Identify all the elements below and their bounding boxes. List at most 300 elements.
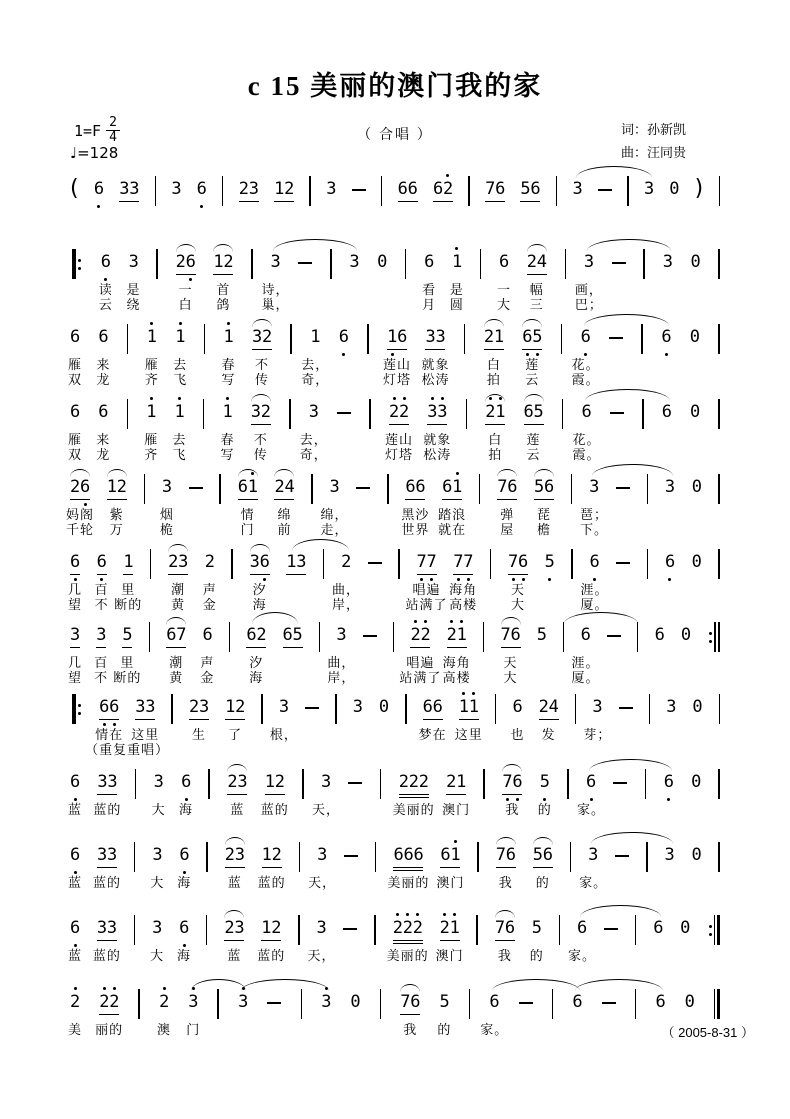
note-group	[257, 845, 286, 890]
note-group	[224, 918, 245, 963]
lyric: 澳门	[435, 948, 464, 963]
note-digit: 6	[166, 625, 177, 645]
note-digit: 1	[264, 772, 275, 792]
note-digit: 6	[572, 992, 583, 1012]
barline	[319, 622, 321, 652]
lyric: 曲，	[327, 655, 356, 670]
slur-arc	[584, 314, 669, 326]
note-group	[65, 477, 95, 537]
lyric: 春	[220, 432, 235, 447]
note-group	[238, 993, 248, 1014]
barline	[302, 769, 304, 799]
note-digit: 6	[70, 773, 80, 792]
note-group	[93, 772, 122, 817]
note-group	[400, 992, 421, 1037]
note-digit: 4	[284, 477, 295, 497]
note-digit: 6	[661, 402, 672, 422]
barline	[203, 399, 205, 429]
note-digit: 2	[538, 697, 549, 717]
lyric: 大	[503, 670, 518, 685]
note-digit: 6	[661, 328, 671, 347]
duration-dash	[602, 1002, 616, 1004]
lyric: 芽；	[583, 727, 612, 742]
lyric: 了	[228, 727, 243, 742]
barline	[150, 549, 152, 579]
note-digit: 2	[408, 772, 419, 792]
note-digit: 5	[292, 625, 303, 645]
duration-dash	[267, 1002, 281, 1004]
note-group	[349, 253, 359, 274]
note-group	[421, 327, 450, 387]
note-group	[308, 845, 337, 890]
score-line	[67, 772, 720, 835]
note-group	[168, 552, 189, 612]
note-group	[529, 918, 544, 963]
note-group	[246, 625, 267, 685]
note-group	[690, 328, 700, 349]
lyric: 桅	[159, 522, 174, 537]
note-group	[299, 402, 328, 462]
lyric: 海	[177, 875, 192, 890]
note-group	[497, 477, 518, 537]
note-digit: 6	[422, 697, 433, 717]
note-digit: 3	[316, 918, 327, 938]
lyric: 不	[94, 597, 109, 612]
barline	[251, 249, 253, 279]
barline	[323, 549, 325, 579]
note-group	[398, 180, 418, 202]
barline	[495, 694, 497, 724]
note-group	[126, 252, 141, 312]
note-digit: 2	[274, 477, 285, 497]
duration-dash	[343, 928, 357, 930]
lyric: 去	[173, 357, 188, 372]
note-group	[286, 553, 306, 575]
lyric: 金	[202, 597, 217, 612]
lyric: 飞	[173, 372, 188, 387]
duration-dash	[616, 487, 630, 489]
lyric: 云	[526, 447, 541, 462]
repeat-begin-barline	[70, 694, 83, 724]
octave-dot-low	[667, 798, 670, 801]
lyric: 望	[67, 670, 83, 685]
lyric: 霞。	[571, 372, 600, 387]
lyric: 飞	[172, 447, 187, 462]
barline	[222, 176, 224, 206]
note-digit: 5	[536, 625, 547, 645]
note-digit: 5	[534, 477, 545, 497]
note-group	[274, 180, 294, 202]
lyric: 写	[221, 372, 236, 387]
lyric: 白	[488, 432, 503, 447]
duration-dash	[619, 707, 633, 709]
slur-arc	[484, 319, 504, 327]
barline	[156, 249, 158, 279]
note-group	[179, 772, 194, 817]
barline	[552, 989, 554, 1019]
barline	[718, 549, 720, 579]
barline	[367, 324, 369, 354]
octave-dot-high	[414, 620, 417, 623]
octave-dot-high	[454, 840, 457, 843]
lyric: 也	[510, 727, 525, 742]
note-group	[67, 772, 83, 817]
note-group	[94, 180, 104, 201]
lyric: 一	[178, 282, 193, 297]
note-digit: 7	[176, 625, 187, 645]
note-group	[574, 252, 603, 312]
barline	[171, 694, 173, 724]
lyric: 的	[529, 948, 544, 963]
note-digit: 0	[690, 402, 701, 422]
note-digit: 7	[497, 477, 508, 497]
lyric: 海	[177, 948, 192, 963]
note-group	[274, 477, 295, 537]
note-digit: 3	[249, 552, 260, 572]
lyric: 去，	[299, 432, 328, 447]
barline	[298, 915, 300, 945]
lyric: 蓝的	[92, 875, 121, 890]
note-digit: 1	[452, 478, 462, 497]
note-digit: 6	[664, 773, 674, 792]
octave-dot-high	[472, 692, 475, 695]
note-digit: 3	[106, 918, 118, 938]
note-digit: 6	[407, 179, 418, 199]
note-digit: 2	[175, 252, 186, 272]
duration-dash	[363, 635, 377, 637]
lyric: 弹	[500, 507, 515, 522]
slur-arc	[227, 764, 247, 772]
lyric: 读	[98, 282, 113, 297]
octave-dot-high	[163, 987, 166, 990]
note-group	[392, 772, 435, 817]
note-digit: 3	[152, 918, 163, 938]
duration-dash	[348, 782, 362, 784]
lyric: 这里	[454, 727, 483, 742]
barline	[647, 549, 649, 579]
note-digit: 3	[296, 552, 307, 572]
note-digit: 3	[248, 179, 260, 199]
note-digit: 3	[238, 993, 248, 1012]
note-digit: 3	[664, 477, 676, 497]
note-digit: 6	[197, 180, 207, 199]
note-group	[666, 698, 676, 719]
slur-arc	[485, 394, 505, 402]
note-digit: 3	[583, 252, 595, 272]
note-digit: 2	[223, 252, 234, 272]
duration-dash	[610, 412, 624, 414]
lyric: 澳门	[442, 802, 471, 817]
note-group	[321, 993, 331, 1014]
barline	[290, 324, 292, 354]
note-group	[261, 252, 290, 312]
octave-dot-high	[416, 913, 419, 916]
lyric: 蓝的	[92, 948, 121, 963]
lyric: 花。	[572, 432, 601, 447]
note-digit: 0	[684, 992, 695, 1012]
lyric: 美	[67, 1022, 83, 1037]
slur-arc	[501, 617, 521, 625]
note-group	[213, 252, 234, 312]
lyric: 奇，	[301, 372, 330, 387]
note-digit: 6	[665, 553, 675, 572]
barline	[217, 989, 219, 1019]
slur-arc	[252, 319, 272, 327]
note-digit: 3	[234, 918, 245, 938]
octave-dot-high	[450, 620, 453, 623]
note-digit: 1	[146, 403, 156, 422]
note-digit: 7	[485, 179, 496, 199]
lyric: 看	[422, 282, 437, 297]
slur-arc	[225, 837, 245, 845]
slur-arc	[238, 469, 258, 477]
note-group	[442, 772, 471, 817]
note-group	[250, 402, 271, 462]
lyric: 蓝	[67, 875, 83, 890]
lyric: 的	[437, 1022, 452, 1037]
barline	[647, 474, 649, 504]
lyric: 黑沙	[401, 507, 430, 522]
lyric: 门	[186, 1022, 201, 1037]
note-group	[173, 327, 188, 387]
lyric: 家。	[480, 1022, 509, 1037]
note-group	[249, 552, 270, 612]
note-digit: 7	[494, 918, 506, 938]
note-group	[96, 402, 111, 462]
barline	[144, 474, 146, 504]
note-group	[669, 180, 679, 201]
barline	[490, 549, 492, 579]
note-group	[437, 992, 452, 1037]
note-group	[690, 403, 700, 424]
note-digit: 5	[531, 918, 542, 938]
barline	[575, 694, 577, 724]
lyric: 传	[254, 372, 269, 387]
lyric: 首	[216, 282, 231, 297]
barline	[405, 694, 407, 724]
lyric: 望	[67, 597, 83, 612]
lyric: 云	[98, 297, 113, 312]
note-digit: 1	[469, 698, 479, 717]
note-group	[387, 845, 430, 890]
duration-dash	[337, 412, 351, 414]
lyric: 天	[510, 582, 526, 597]
lyric: 曲，	[332, 582, 361, 597]
barline	[563, 622, 565, 652]
octave-dot-high	[455, 247, 458, 250]
note-group	[220, 402, 235, 462]
note-digit: 6	[98, 327, 109, 347]
note-digit: 0	[692, 697, 703, 717]
octave-dot-high	[179, 322, 182, 325]
slur-arc	[576, 166, 652, 178]
note-digit: 2	[271, 918, 282, 938]
note-digit: 3	[435, 327, 446, 347]
note-digit: 7	[463, 553, 473, 572]
note-digit: 2	[70, 477, 81, 497]
barline	[562, 399, 564, 429]
note-group	[653, 919, 663, 940]
note-digit: 3	[352, 697, 363, 717]
note-digit: 2	[224, 918, 235, 938]
lyric: 霞。	[572, 447, 601, 462]
barline	[206, 915, 208, 945]
note-digit: 1	[248, 478, 258, 497]
lyric: 灯塔	[383, 372, 412, 387]
note-digit: 3	[308, 402, 319, 422]
barline	[637, 622, 639, 652]
note-digit: 7	[453, 553, 463, 572]
note-group	[379, 698, 389, 719]
note-digit: 6	[542, 845, 553, 865]
date-note: （ 2005-8-31 ）	[661, 1025, 754, 1040]
note-digit: 3	[234, 845, 245, 865]
note-digit: 6	[403, 845, 414, 865]
note-digit: 3	[199, 697, 210, 717]
lyric: 龙	[96, 447, 111, 462]
note-group	[189, 697, 210, 742]
note-digit: 6	[98, 402, 109, 422]
octave-dot-high	[178, 397, 181, 400]
note-digit: 3	[572, 179, 583, 199]
note-group	[454, 697, 483, 742]
note-group	[67, 327, 83, 387]
slur-arc	[589, 759, 672, 771]
note-digit: 3	[664, 845, 675, 865]
barline	[335, 694, 337, 724]
note-group	[665, 846, 675, 867]
lyric: 来	[96, 432, 111, 447]
barline	[134, 842, 136, 872]
lyric: 绕	[126, 297, 141, 312]
note-group	[67, 625, 83, 685]
note-digit: 2	[109, 993, 119, 1012]
barline	[468, 176, 470, 206]
note-digit: 3	[153, 772, 164, 792]
repeat-end-barline	[707, 622, 720, 652]
duration-dash	[613, 782, 627, 784]
lyric: 蓝的	[257, 948, 286, 963]
note-digit: 3	[96, 625, 107, 645]
note-digit: 0	[689, 327, 701, 347]
lyric: 莲山	[383, 357, 412, 372]
note-group	[692, 698, 702, 719]
lyric: 诗，	[261, 282, 290, 297]
barline	[381, 176, 383, 206]
lyric: 海角	[449, 582, 478, 597]
barline	[261, 694, 263, 724]
note-digit: 3	[119, 179, 130, 199]
lyric: 双	[67, 447, 83, 462]
note-group	[662, 403, 672, 424]
barline	[229, 622, 231, 652]
score-line	[65, 477, 720, 540]
note-digit: 2	[238, 179, 250, 199]
note-group	[150, 918, 165, 963]
note-digit: 3	[135, 697, 146, 717]
lyric: 松涛	[423, 447, 452, 462]
note-digit: 0	[680, 625, 692, 645]
note-group	[171, 180, 181, 201]
note-group	[94, 552, 109, 612]
note-digit: 7	[502, 773, 512, 792]
lyric: 大	[150, 875, 165, 890]
note-digit: 1	[450, 919, 460, 938]
note-group	[436, 845, 465, 890]
note-digit: 1	[274, 179, 285, 199]
note-digit: 6	[544, 477, 555, 497]
key-label: 1=F	[74, 121, 102, 140]
barline	[642, 399, 644, 429]
lyric: 千轮	[65, 522, 95, 537]
note-digit: 6	[586, 773, 596, 792]
duration-dash	[616, 562, 630, 564]
lyric: 百	[94, 582, 109, 597]
duration-dash	[519, 1002, 533, 1004]
octave-dot-high	[456, 472, 459, 475]
note-group	[175, 252, 196, 312]
note-group	[159, 477, 174, 537]
lyric: 雁	[144, 432, 159, 447]
note-digit: 6	[94, 180, 104, 199]
note-group	[532, 845, 553, 890]
slur-arc	[522, 319, 542, 327]
note-digit: 3	[425, 327, 436, 347]
barline	[627, 176, 629, 206]
slur-arc	[534, 469, 554, 477]
lyric: 里	[120, 655, 135, 670]
note-digit: 2	[446, 772, 457, 792]
note-digit: 5	[532, 845, 543, 865]
note-group	[106, 477, 128, 537]
repeat-end-barline	[707, 915, 720, 945]
octave-dot-high	[446, 174, 449, 177]
note-group	[502, 772, 523, 817]
slur-arc	[166, 617, 186, 625]
lyric: 雁	[144, 357, 159, 372]
note-digit: 6	[440, 845, 451, 865]
note-digit: 7	[508, 553, 518, 572]
note-group	[307, 918, 336, 963]
barline	[231, 549, 233, 579]
note-digit: 3	[250, 402, 261, 422]
note-group	[494, 918, 516, 963]
note-group	[95, 992, 124, 1037]
note-group	[144, 402, 159, 462]
note-group	[251, 327, 273, 387]
barline	[718, 474, 720, 504]
score-line	[67, 625, 720, 688]
note-digit: 5	[540, 773, 550, 792]
note-group	[144, 327, 159, 387]
barline	[565, 249, 567, 279]
lyric: 龙	[96, 372, 111, 387]
duration-dash	[189, 487, 203, 489]
note-group	[568, 918, 597, 963]
tempo-value: =128	[77, 144, 119, 162]
lyric: 就象	[421, 357, 450, 372]
note-digit: 6	[505, 845, 517, 865]
note-digit: 3	[588, 845, 599, 865]
lyric: 金	[200, 670, 215, 685]
note-group	[571, 327, 600, 387]
octave-dot-low	[200, 205, 203, 208]
note-digit: 6	[512, 697, 523, 717]
barline	[299, 842, 301, 872]
note-digit: 3	[317, 845, 328, 865]
lyric: 一	[496, 282, 512, 297]
lyric: 美丽的	[392, 802, 435, 817]
